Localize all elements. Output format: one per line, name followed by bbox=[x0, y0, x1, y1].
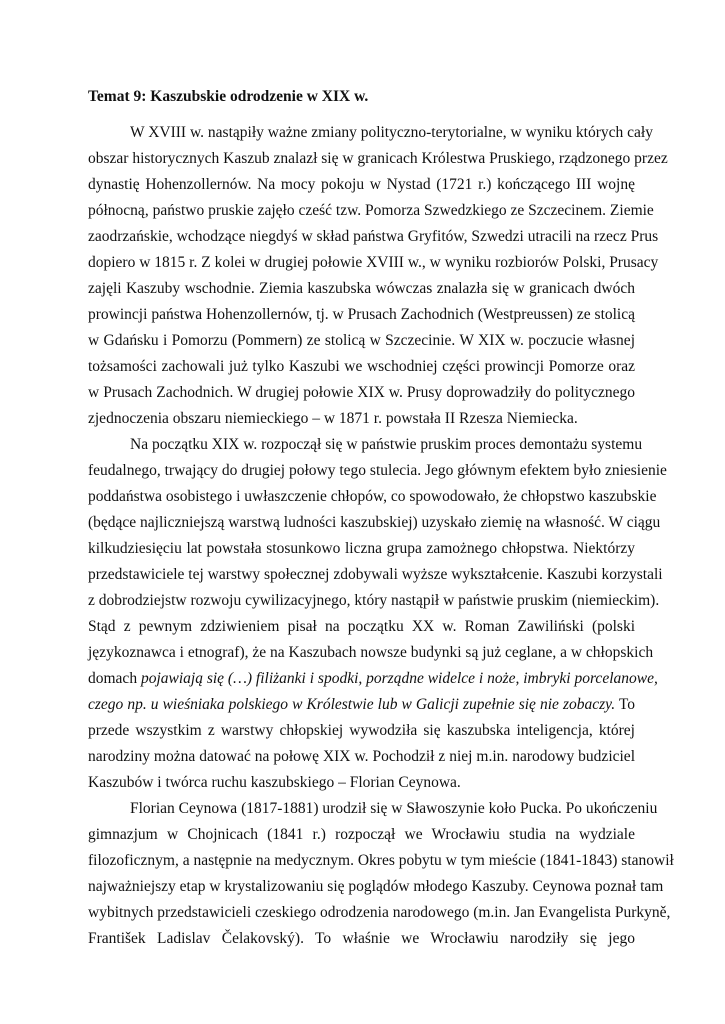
text-line: Na początku XIX w. rozpoczął się w państwie pruskim proces demontażu systemu bbox=[130, 436, 643, 453]
text-line bbox=[88, 692, 635, 718]
text-line: prowincji państwa Hohenzollernów, tj. w Prusach Zachodnich (Westpreussen) ze stolicą bbox=[88, 306, 635, 323]
text-line: kilkudziesięciu lat powstała stosunkowo liczna grupa zamożnego chłopstwa. Niektórzy bbox=[88, 540, 635, 557]
text-line: poddaństwa osobistego i uwłaszczenie chłopów, co spowodowało, że chłopstwo kaszubskie bbox=[88, 488, 657, 505]
quote-text: pojawiają się (…) filiżanki i spodki, porządne widelce i noże, imbryki porcelanowe, bbox=[140, 670, 658, 687]
text-line: (będące najliczniejszą warstwą ludności kaszubskiej) uzyskało ziemię na własność. W ciągu bbox=[88, 514, 661, 531]
text-line: narodziny można datować na połowę XIX w. Pochodził z niej m.in. narodowy budziciel bbox=[88, 748, 635, 765]
text-line: najważniejszy etap w krystalizowaniu się poglądów młodego Kaszuby. Ceynowa poznał tam bbox=[88, 878, 664, 895]
page-title: Temat 9: Kaszubskie odrodzenie w XIX w. bbox=[88, 88, 369, 105]
text-line: filozoficznym, a następnie na medycznym. Okres pobytu w tym mieście (1841-1843) stanowił bbox=[88, 852, 674, 869]
text-run: To bbox=[618, 696, 635, 713]
text-run: domach bbox=[88, 670, 138, 687]
text-line: językoznawca i etnograf), że na Kaszubach nowsze budynki są już ceglane, a w chłopskich bbox=[88, 644, 654, 661]
text-line: Stąd z pewnym zdziwieniem pisał na początku XX w. Roman Zawiliński (polski bbox=[88, 618, 635, 635]
text-line: w Prusach Zachodnich. W drugiej połowie XIX w. Prusy doprowadziły do politycznego bbox=[88, 384, 635, 401]
text-line: z dobrodziejstw rozwoju cywilizacyjnego, który nastąpił w państwie pruskim (niemieckim). bbox=[88, 592, 660, 609]
text-line: zjednoczenia obszaru niemieckiego – w 1871 r. powstała II Rzesza Niemiecka. bbox=[88, 410, 578, 427]
text-line bbox=[88, 666, 658, 692]
text-line: przede wszystkim z warstwy chłopskiej wywodziła się kaszubska inteligencja, której bbox=[88, 722, 635, 739]
text-line: przedstawiciele tej warstwy społecznej zdobywali wyższe wykształcenie. Kaszubi korzystali bbox=[88, 566, 663, 583]
text-line: W XVIII w. nastąpiły ważne zmiany polityczno-terytorialne, w wyniku których cały bbox=[130, 124, 653, 141]
text-line: dopiero w 1815 r. Z kolei w drugiej połowie XVIII w., w wyniku rozbiorów Polski, Prusacy bbox=[88, 254, 659, 271]
text-line: gimnazjum w Chojnicach (1841 r.) rozpoczął we Wrocławiu studia na wydziale bbox=[88, 826, 635, 843]
text-line: obszar historycznych Kaszub znalazł się w granicach Królestwa Pruskiego, rządzonego przez bbox=[88, 150, 668, 167]
text-line: w Gdańsku i Pomorzu (Pommern) ze stolicą w Szczecinie. W XIX w. poczucie własnej bbox=[88, 332, 635, 349]
text-line: feudalnego, trwający do drugiej połowy tego stulecia. Jego głównym efektem było zniesienie bbox=[88, 462, 667, 479]
text-line: František Ladislav Čelakovský). To właśnie we Wrocławiu narodziły się jego bbox=[88, 930, 635, 947]
text-line: Kaszubów i twórca ruchu kaszubskiego – Florian Ceynowa. bbox=[88, 774, 461, 791]
text-line: północną, państwo pruskie zajęło cześć tzw. Pomorza Szwedzkiego ze Szczecinem. Ziemie bbox=[88, 202, 654, 219]
text-line: Florian Ceynowa (1817-1881) urodził się w Sławoszynie koło Pucka. Po ukończeniu bbox=[130, 800, 658, 817]
text-line: zaodrzańskie, wchodzące niegdyś w skład państwa Gryfitów, Szwedzi utracili na rzecz Prus bbox=[88, 228, 659, 245]
quote-text: czego np. u wieśniaka polskiego w Królestwie lub w Galicji zupełnie się nie zobaczy. bbox=[88, 696, 616, 713]
text-line: tożsamości zachowali już tylko Kaszubi we wschodniej części prowincji Pomorze oraz bbox=[88, 358, 635, 375]
text-line: zajęli Kaszuby wschodnie. Ziemia kaszubska wówczas znalazła się w granicach dwóch bbox=[88, 280, 635, 297]
text-line: dynastię Hohenzollernów. Na mocy pokoju w Nystad (1721 r.) kończącego III wojnę bbox=[88, 176, 635, 193]
text-line: wybitnych przedstawicieli czeskiego odrodzenia narodowego (m.in. Jan Evangelista Purkyně, bbox=[88, 904, 671, 921]
